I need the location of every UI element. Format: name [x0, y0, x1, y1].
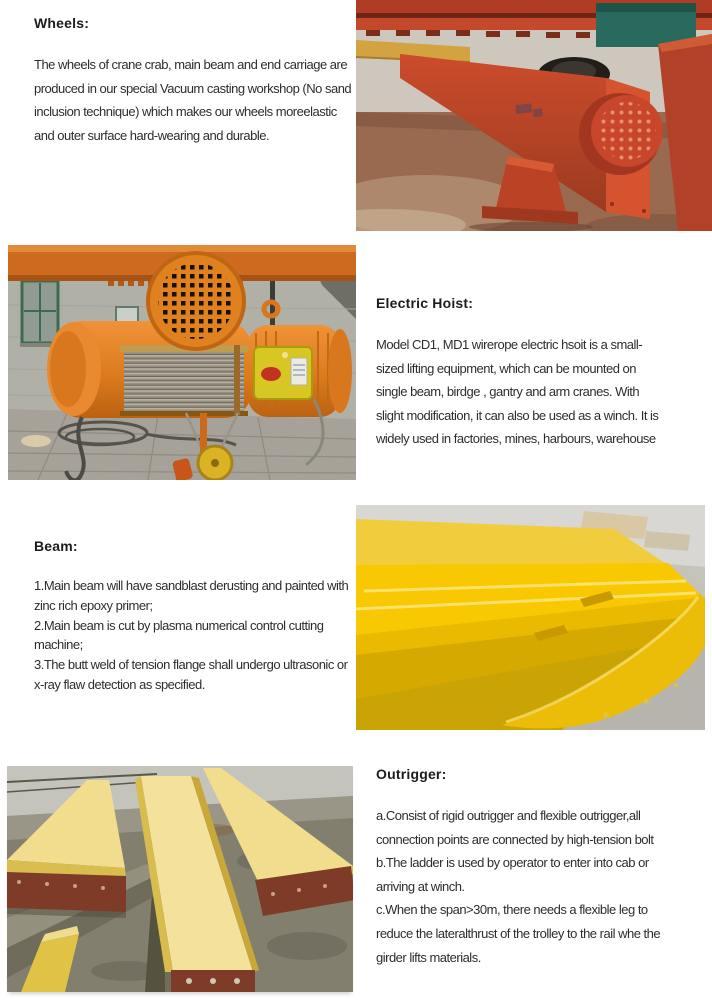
outrigger-legs-illustration: [7, 766, 353, 992]
yellow-main-beam-photo: [356, 505, 705, 730]
section-electric-hoist-text: [376, 294, 668, 451]
electric-hoist-photo: [8, 245, 356, 480]
section-beam-item-2: 2.Main beam is cut by plasma numerical control cutting machine;: [34, 617, 324, 653]
section-outrigger-item-b: b.The ladder is used by operator to enter into cab or arriving at winch.: [376, 855, 649, 894]
section-wheels-paragraph: The wheels of crane crab, main beam and end carriage are produced in our special Vacuum casting workshop (No sand inclusion technique) which makes our wheels moreelastic and outer surface hard-wearing and durable.: [34, 57, 352, 143]
red-end-carriage-beam-photo: [356, 0, 712, 231]
section-electric-hoist-heading: Electric Hoist:: [376, 295, 474, 311]
section-outrigger-heading: Outrigger:: [376, 766, 447, 782]
section-wheels-heading: Wheels:: [34, 15, 90, 31]
section-outrigger-text: [376, 765, 672, 969]
red-end-carriage-beam-illustration: [356, 0, 712, 231]
section-beam-item-1: 1.Main beam will have sandblast derusting and painted with zinc rich epoxy primer;: [34, 578, 349, 613]
section-beam-heading: Beam:: [34, 538, 78, 554]
section-electric-hoist-paragraph: Model CD1, MD1 wirerope electric hsoit is a small-sized lifting equipment, which can be mounted on single beam, birdge , gantry and arm cranes. With slight modification, it can also be used as a winch. It is widely used in factories, mines, harbours, warehouse: [376, 337, 659, 447]
yellow-main-beam-illustration: [356, 505, 705, 730]
electric-hoist-illustration: [8, 245, 356, 480]
section-outrigger-item-c: c.When the span>30m, there needs a flexible leg to reduce the lateralthrust of the trolley to the rail whe the girder lifts materials.: [376, 902, 661, 965]
section-outrigger-item-a: a.Consist of rigid outrigger and flexible outrigger,all connection points are connected by high-tension bolt: [376, 808, 654, 847]
outrigger-legs-photo: [7, 766, 353, 992]
section-beam-text: [34, 537, 358, 695]
section-wheels-text: [34, 14, 356, 147]
section-beam-item-3: 3.The butt weld of tension flange shall undergo ultrasonic or x-ray flaw detection as specified.: [34, 657, 348, 692]
